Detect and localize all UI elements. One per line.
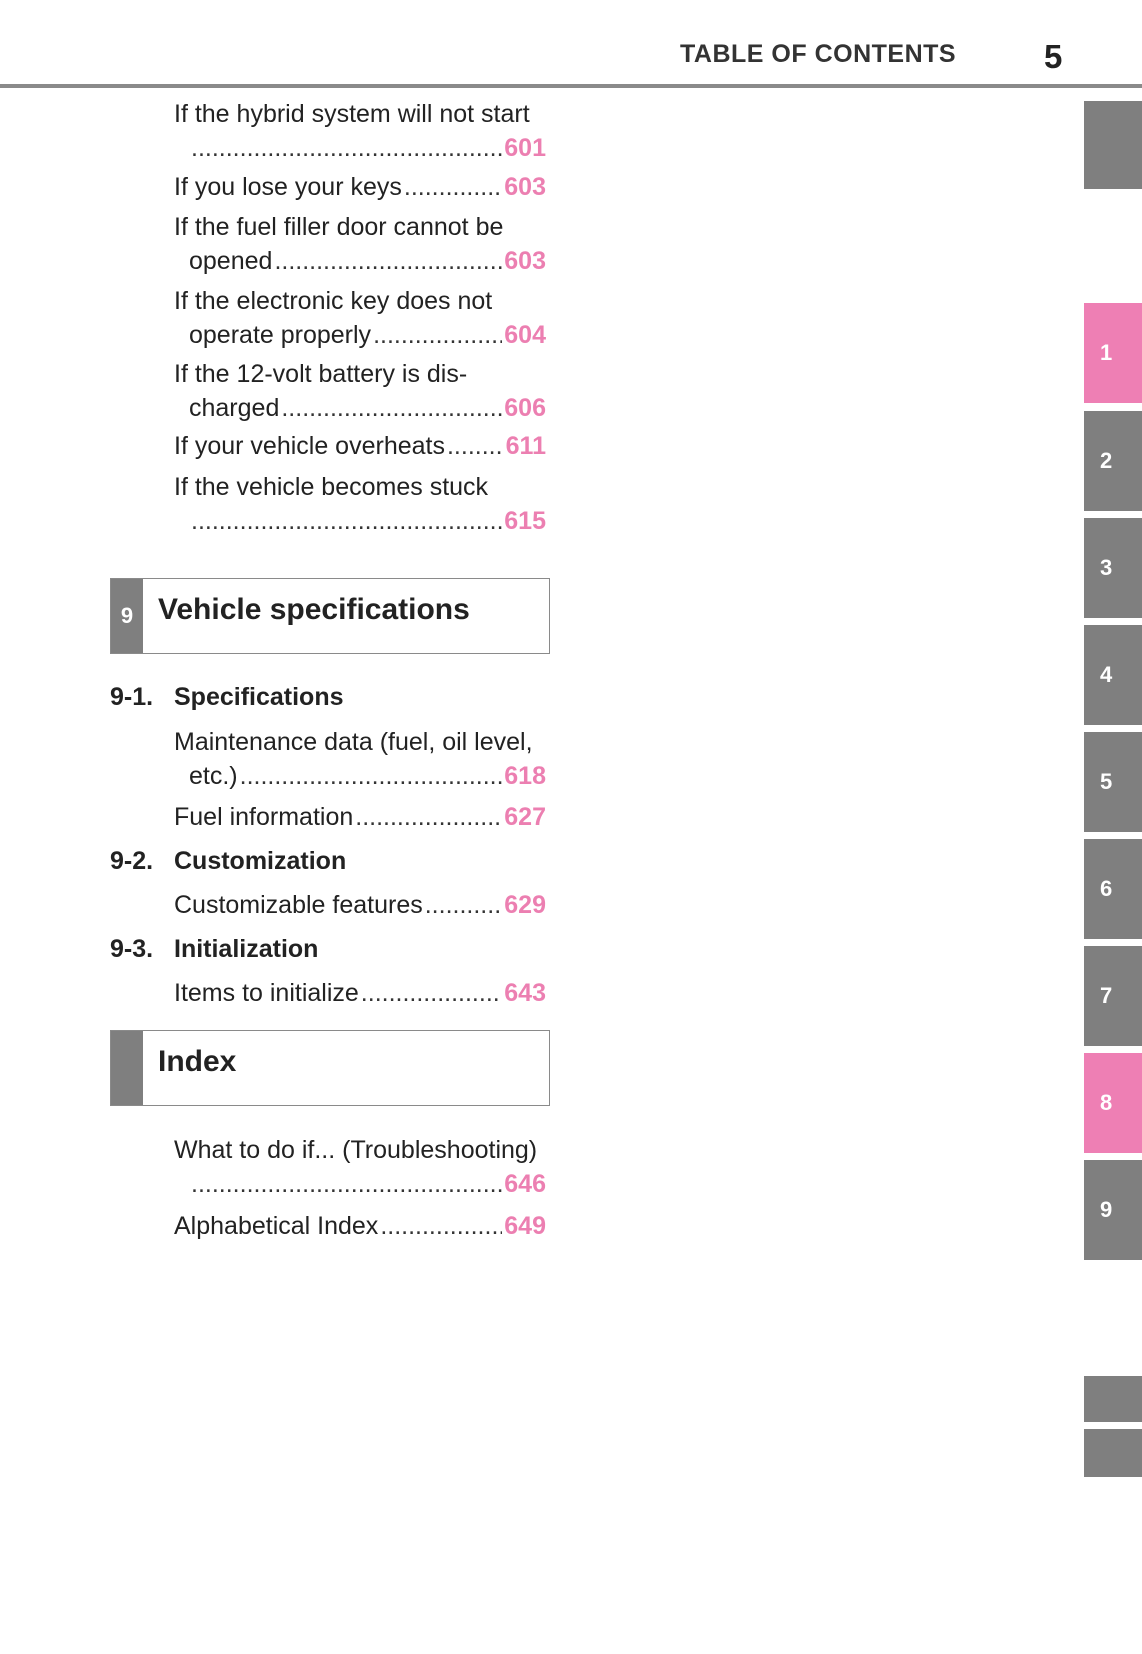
subsection-title: Customization [174, 847, 347, 875]
toc-entry[interactable] [174, 97, 546, 165]
toc-entry[interactable] [174, 470, 546, 538]
chapter-tab-5[interactable]: 5 [1084, 732, 1142, 832]
toc-entry[interactable] [174, 210, 546, 278]
page-number: 5 [1044, 38, 1063, 75]
toc-entry[interactable] [174, 1133, 546, 1201]
toc-entry[interactable] [174, 888, 546, 922]
toc-entry[interactable] [174, 284, 546, 352]
toc-entry[interactable] [174, 170, 546, 204]
entry-label: Fuel information [174, 803, 354, 831]
entry-text-line: If the 12-volt battery is dis- [174, 360, 468, 388]
header-divider [0, 84, 1142, 88]
subsection-heading-initialization[interactable] [110, 935, 318, 964]
subsection-heading-customization[interactable] [110, 847, 346, 876]
entry-text-line: If the fuel filler door cannot be [174, 213, 504, 241]
entry-page-number[interactable]: 604 [504, 321, 546, 349]
chapter-tab-2[interactable]: 2 [1084, 411, 1142, 511]
dot-leader [373, 318, 502, 352]
entry-text-line: If the vehicle becomes stuck [174, 473, 489, 501]
entry-page-number[interactable]: 601 [504, 134, 546, 162]
subsection-heading-specifications[interactable] [110, 683, 344, 712]
entry-page-number[interactable]: 603 [504, 173, 546, 201]
entry-page-number[interactable]: 643 [504, 979, 546, 1007]
toc-entry[interactable] [174, 429, 546, 463]
section-number-badge: 9 [111, 579, 143, 653]
subsection-number: 9-3. [110, 935, 154, 963]
entry-text-line: If the hybrid system will not start [174, 100, 530, 128]
entry-page-number[interactable]: 649 [504, 1212, 546, 1240]
section-heading-index[interactable] [110, 1030, 550, 1106]
entry-label: If you lose your keys [174, 173, 402, 201]
subsection-number: 9-2. [110, 847, 154, 875]
entry-label: charged [189, 394, 280, 422]
dot-leader [191, 1167, 502, 1201]
entry-text-line: Maintenance data (fuel, oil level, [174, 728, 533, 756]
entry-label: operate properly [189, 321, 372, 349]
entry-page-number[interactable]: 646 [504, 1170, 546, 1198]
chapter-tab-8[interactable]: 8 [1084, 1053, 1142, 1153]
chapter-tab[interactable] [1084, 1376, 1142, 1422]
chapter-tab[interactable] [1084, 1429, 1142, 1477]
toc-entry[interactable] [174, 725, 546, 793]
chapter-tab-4[interactable]: 4 [1084, 625, 1142, 725]
section-heading-vehicle-specifications[interactable] [110, 578, 550, 654]
entry-page-number[interactable]: 627 [504, 803, 546, 831]
entry-text-line: If the electronic key does not [174, 287, 493, 315]
dot-leader [361, 976, 502, 1010]
chapter-tab[interactable] [1084, 101, 1142, 189]
entry-label: opened [189, 247, 273, 275]
subsection-title: Specifications [174, 683, 344, 711]
entry-text-line: What to do if... (Troubleshooting) [174, 1136, 538, 1164]
entry-label: If your vehicle overheats [174, 432, 445, 460]
entry-label: Alphabetical Index [174, 1212, 379, 1240]
chapter-tab-9[interactable]: 9 [1084, 1160, 1142, 1260]
chapter-tab-3[interactable]: 3 [1084, 518, 1142, 618]
dot-leader [380, 1209, 502, 1243]
chapter-tab-1[interactable]: 1 [1084, 303, 1142, 403]
dot-leader [447, 429, 504, 463]
dot-leader [425, 888, 503, 922]
dot-leader [240, 759, 503, 793]
toc-entry[interactable] [174, 1209, 546, 1243]
dot-leader [355, 800, 502, 834]
chapter-tab-6[interactable]: 6 [1084, 839, 1142, 939]
toc-entry[interactable] [174, 976, 546, 1010]
entry-page-number[interactable]: 611 [505, 432, 546, 460]
entry-label: Customizable features [174, 891, 423, 919]
dot-leader [281, 391, 502, 425]
dot-leader [191, 131, 502, 165]
entry-page-number[interactable]: 629 [504, 891, 546, 919]
section-title: Vehicle specifications [158, 593, 470, 626]
dot-leader [191, 504, 502, 538]
section-title: Index [158, 1045, 237, 1078]
entry-page-number[interactable]: 603 [504, 247, 546, 275]
subsection-title: Initialization [174, 935, 319, 963]
entry-page-number[interactable]: 606 [504, 394, 546, 422]
entry-label: Items to initialize [174, 979, 359, 1007]
dot-leader [404, 170, 502, 204]
subsection-number: 9-1. [110, 683, 154, 711]
entry-label: etc.) [189, 762, 238, 790]
toc-entry[interactable] [174, 800, 546, 834]
entry-page-number[interactable]: 618 [504, 762, 546, 790]
section-number-badge [111, 1031, 143, 1105]
header-title: TABLE OF CONTENTS [680, 40, 957, 68]
toc-entry[interactable] [174, 357, 546, 425]
chapter-tab-7[interactable]: 7 [1084, 946, 1142, 1046]
entry-page-number[interactable]: 615 [504, 507, 546, 535]
dot-leader [274, 244, 502, 278]
